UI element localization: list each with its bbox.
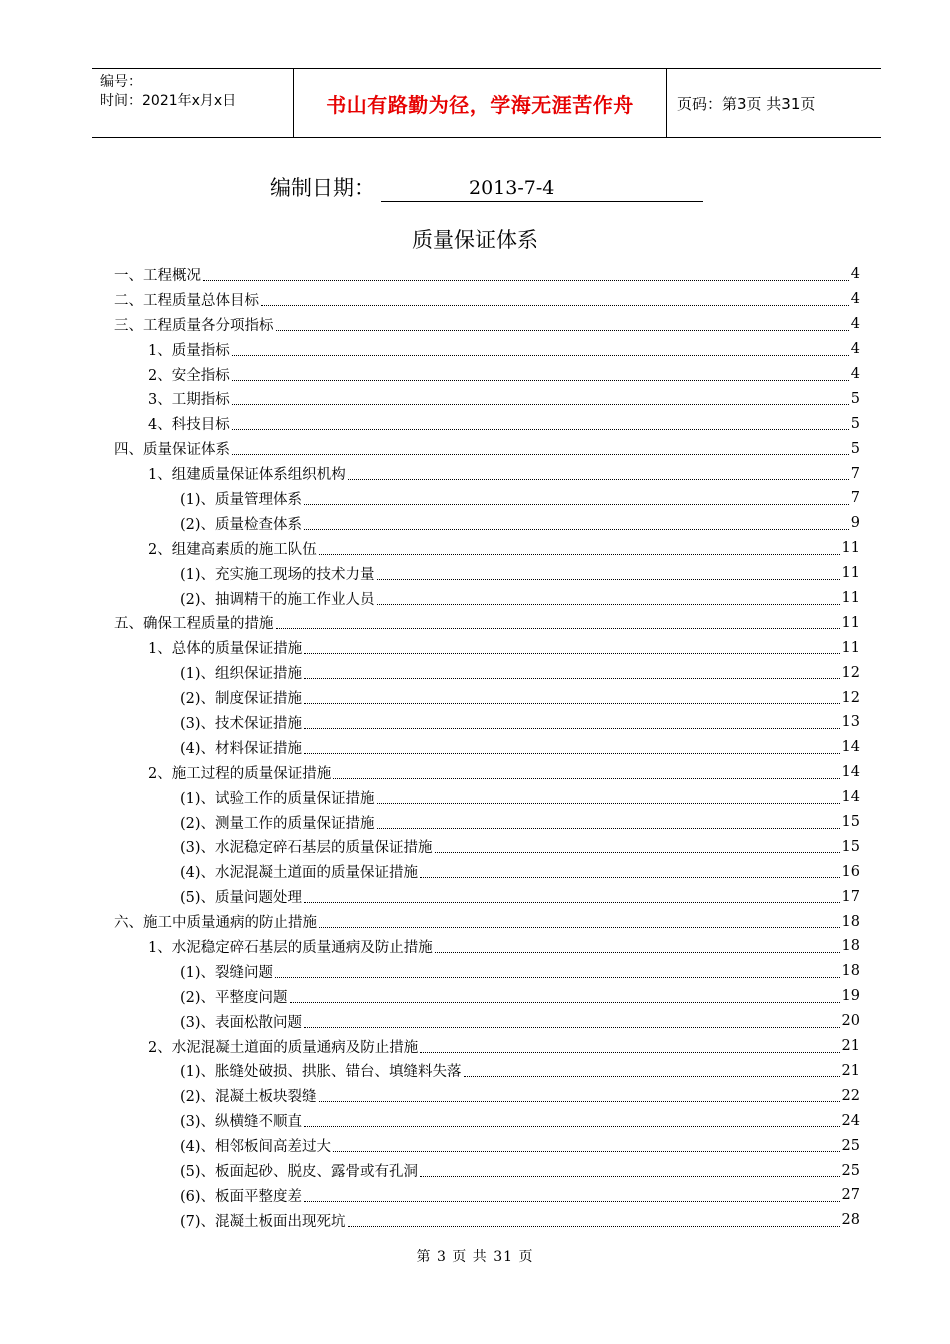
toc-entry-label: (1)、裂缝问题 — [180, 964, 274, 981]
toc-entry[interactable] — [114, 362, 860, 387]
toc-dot-leader — [304, 753, 840, 754]
toc-entry-label: 1、组建质量保证体系组织机构 — [148, 467, 346, 484]
toc-entry[interactable] — [114, 934, 860, 959]
toc-entry[interactable] — [114, 1183, 860, 1208]
toc-entry-label: 2、组建高素质的施工队伍 — [148, 541, 317, 558]
toc-entry[interactable] — [114, 810, 860, 835]
toc-entry-page: 5 — [850, 390, 860, 407]
toc-dot-leader — [290, 1002, 840, 1003]
toc-entry-label: (5)、板面起砂、脱皮、露骨或有孔洞 — [180, 1164, 419, 1180]
toc-entry-page: 24 — [841, 1112, 860, 1129]
toc-entry-label: 2、安全指标 — [148, 367, 230, 384]
toc-dot-leader — [464, 1076, 840, 1077]
toc-entry[interactable] — [114, 461, 860, 486]
toc-entry-label: (3)、水泥稳定碎石基层的质量保证措施 — [180, 840, 433, 857]
toc-entry[interactable] — [114, 909, 860, 934]
toc-entry[interactable] — [114, 660, 860, 685]
toc-dot-leader — [304, 1126, 840, 1127]
toc-entry-page: 16 — [841, 863, 860, 880]
toc-entry-label: (5)、质量问题处理 — [180, 890, 303, 907]
toc-entry-label: (6)、板面平整度差 — [180, 1188, 303, 1205]
toc-entry-page: 14 — [841, 739, 860, 756]
toc-entry[interactable] — [114, 536, 860, 561]
toc-dot-leader — [304, 1027, 840, 1028]
toc-entry-label: (2)、质量检查体系 — [180, 516, 303, 533]
toc-entry-page: 18 — [841, 938, 860, 955]
toc-entry-label: (3)、技术保证措施 — [180, 715, 303, 732]
toc-dot-leader — [435, 952, 840, 953]
toc-entry[interactable] — [114, 984, 860, 1009]
toc-entry[interactable] — [114, 511, 860, 536]
toc-dot-leader — [304, 728, 840, 729]
toc-entry-label: 一、工程概况 — [114, 267, 201, 284]
toc-entry-label: 1、水泥稳定碎石基层的质量通病及防止措施 — [148, 939, 433, 956]
toc-entry-label: 四、质量保证体系 — [114, 442, 230, 459]
toc-entry[interactable] — [114, 312, 860, 337]
toc-dot-leader — [232, 429, 849, 430]
toc-dot-leader — [304, 504, 849, 505]
compile-date-label: 编制日期： — [270, 176, 375, 200]
toc-dot-leader — [304, 529, 849, 530]
toc-entry-label: (3)、纵横缝不顺直 — [180, 1114, 303, 1131]
toc-entry-page: 20 — [841, 1013, 860, 1030]
toc-dot-leader — [276, 330, 849, 331]
toc-entry-page: 9 — [850, 515, 860, 532]
toc-entry-label: 1、总体的质量保证措施 — [148, 641, 303, 658]
toc-entry-page: 14 — [841, 789, 860, 806]
toc-entry-label: (4)、相邻板间高差过大 — [180, 1139, 332, 1156]
toc-entry[interactable] — [114, 1108, 860, 1133]
header-page-info: 页码：第3页 共31页 — [677, 94, 816, 113]
toc-entry[interactable] — [114, 834, 860, 859]
toc-entry-label: (1)、试验工作的质量保证措施 — [180, 790, 375, 807]
toc-dot-leader — [232, 355, 849, 356]
toc-entry-page: 11 — [841, 565, 860, 582]
toc-entry[interactable] — [114, 1009, 860, 1034]
toc-dot-leader — [319, 1101, 840, 1102]
header-meta — [92, 69, 294, 137]
toc-entry-page: 19 — [841, 988, 860, 1005]
toc-entry-page: 5 — [850, 440, 860, 457]
toc-entry-label: 1、质量指标 — [148, 342, 230, 359]
toc-entry-page: 7 — [850, 490, 860, 507]
toc-entry[interactable] — [114, 859, 860, 884]
toc-dot-leader — [348, 1226, 840, 1227]
toc-entry-page: 11 — [841, 614, 860, 631]
toc-entry-page: 12 — [841, 689, 860, 706]
toc-entry-page: 4 — [850, 366, 860, 382]
toc-entry-label: (3)、表面松散问题 — [180, 1014, 303, 1031]
toc-dot-leader — [232, 380, 849, 381]
toc-entry-page: 28 — [841, 1212, 860, 1229]
toc-dot-leader — [304, 703, 840, 704]
toc-entry-label: 六、施工中质量通病的防止措施 — [114, 915, 317, 932]
toc-entry[interactable] — [114, 1059, 860, 1084]
toc-entry[interactable] — [114, 1158, 860, 1183]
toc-entry-page: 11 — [841, 540, 860, 557]
toc-entry-label: 4、科技目标 — [148, 417, 230, 434]
toc-dot-leader — [319, 927, 840, 928]
toc-entry[interactable] — [114, 710, 860, 735]
toc-entry-page: 21 — [841, 1062, 860, 1079]
toc-entry-label: (2)、平整度问题 — [180, 989, 288, 1006]
toc-dot-leader — [232, 454, 849, 455]
toc-dot-leader — [420, 1176, 840, 1177]
toc-dot-leader — [420, 1052, 839, 1053]
toc-entry[interactable] — [114, 411, 860, 436]
toc-entry-label: 五、确保工程质量的措施 — [114, 616, 274, 633]
toc-entry-label: (2)、制度保证措施 — [180, 691, 303, 708]
toc-entry[interactable] — [114, 635, 860, 660]
toc-entry[interactable] — [114, 436, 860, 461]
toc-entry-page: 27 — [841, 1187, 860, 1204]
toc-entry[interactable] — [114, 1208, 860, 1233]
toc-entry-page: 15 — [841, 838, 860, 855]
toc-dot-leader — [377, 803, 840, 804]
header-time-label: 时间：2021年x月x日 — [100, 93, 237, 109]
toc-dot-leader — [261, 305, 849, 306]
toc-entry-label: (7)、混凝土板面出现死坑 — [180, 1213, 346, 1230]
compile-date-value: 2013-7-4 — [381, 175, 703, 202]
toc-dot-leader — [304, 1201, 840, 1202]
toc-entry-label: (1)、充实施工现场的技术力量 — [180, 566, 375, 583]
toc-entry-page: 12 — [841, 664, 860, 681]
toc-entry[interactable] — [114, 1133, 860, 1158]
toc-entry[interactable] — [114, 262, 860, 287]
toc-dot-leader — [435, 852, 840, 853]
toc-dot-leader — [348, 479, 849, 480]
toc-entry[interactable] — [114, 610, 860, 635]
toc-dot-leader — [232, 404, 849, 405]
toc-entry[interactable] — [114, 735, 860, 760]
toc-entry[interactable] — [114, 785, 860, 810]
toc-entry[interactable] — [114, 1083, 860, 1108]
toc-entry-page: 7 — [850, 465, 860, 482]
toc-entry-label: 3、工期指标 — [148, 392, 230, 409]
toc-entry[interactable] — [114, 287, 860, 312]
compile-date-line — [270, 172, 703, 202]
toc-entry-label: (4)、水泥混凝土道面的质量保证措施 — [180, 865, 419, 882]
toc-entry-page: 18 — [841, 913, 860, 930]
toc-entry-page: 15 — [841, 814, 860, 831]
toc-entry-label: (2)、测量工作的质量保证措施 — [180, 815, 375, 832]
toc-dot-leader — [304, 902, 840, 903]
toc-entry-label: 三、工程质量各分项指标 — [114, 317, 274, 334]
toc-dot-leader — [275, 977, 840, 978]
table-of-contents — [114, 262, 860, 1233]
toc-entry-label: (2)、抽调精干的施工作业人员 — [180, 591, 375, 608]
toc-entry-page: 18 — [841, 963, 860, 980]
toc-dot-leader — [333, 1151, 840, 1152]
toc-entry[interactable] — [114, 386, 860, 411]
toc-entry-label: (4)、材料保证措施 — [180, 740, 303, 757]
toc-entry[interactable] — [114, 486, 860, 511]
toc-dot-leader — [377, 828, 840, 829]
toc-entry-page: 14 — [841, 764, 860, 781]
toc-entry-page: 11 — [841, 590, 860, 607]
page-footer: 第 3 页 共 31 页 — [416, 1249, 534, 1265]
toc-dot-leader — [319, 554, 840, 555]
toc-entry-page: 4 — [850, 316, 860, 333]
toc-entry-label: (2)、混凝土板块裂缝 — [180, 1089, 317, 1106]
toc-entry-label: 2、水泥混凝土道面的质量通病及防止措施 — [148, 1039, 419, 1056]
toc-dot-leader — [377, 579, 840, 580]
toc-entry-label: (1)、组织保证措施 — [180, 666, 303, 683]
toc-dot-leader — [420, 877, 840, 878]
toc-entry[interactable] — [114, 884, 860, 909]
toc-dot-leader — [377, 604, 840, 605]
toc-entry-page: 17 — [841, 888, 860, 905]
toc-entry[interactable] — [114, 586, 860, 611]
header-motto: 书山有路勤为径，学海无涯苦作舟 — [294, 69, 667, 137]
toc-entry-page: 25 — [841, 1137, 860, 1154]
toc-entry-page: 4 — [850, 291, 860, 308]
toc-entry-page: 25 — [841, 1162, 860, 1179]
toc-dot-leader — [203, 280, 849, 281]
toc-entry[interactable] — [114, 337, 860, 362]
toc-entry-page: 4 — [850, 266, 860, 283]
toc-dot-leader — [304, 678, 840, 679]
toc-entry-page: 21 — [841, 1038, 860, 1055]
toc-entry[interactable] — [114, 760, 860, 785]
toc-entry-page: 11 — [841, 639, 860, 656]
toc-entry-page: 4 — [850, 341, 860, 358]
toc-entry[interactable] — [114, 685, 860, 710]
header-number-label: 编号： — [100, 74, 142, 90]
toc-entry-label: (1)、质量管理体系 — [180, 491, 303, 508]
toc-entry-label: (1)、胀缝处破损、拱胀、错台、填缝料失落 — [180, 1064, 462, 1081]
toc-entry[interactable] — [114, 959, 860, 984]
toc-entry-label: 二、工程质量总体目标 — [114, 292, 259, 309]
toc-entry-page: 13 — [841, 714, 860, 731]
page-header — [92, 68, 881, 138]
toc-dot-leader — [304, 653, 839, 654]
toc-entry-page: 22 — [841, 1087, 860, 1104]
toc-entry[interactable] — [114, 1034, 860, 1059]
toc-entry-page: 5 — [850, 415, 860, 432]
document-title: 质量保证体系 — [412, 228, 538, 252]
toc-dot-leader — [333, 778, 839, 779]
toc-entry-label: 2、施工过程的质量保证措施 — [148, 765, 332, 782]
toc-dot-leader — [276, 628, 840, 629]
toc-entry[interactable] — [114, 561, 860, 586]
